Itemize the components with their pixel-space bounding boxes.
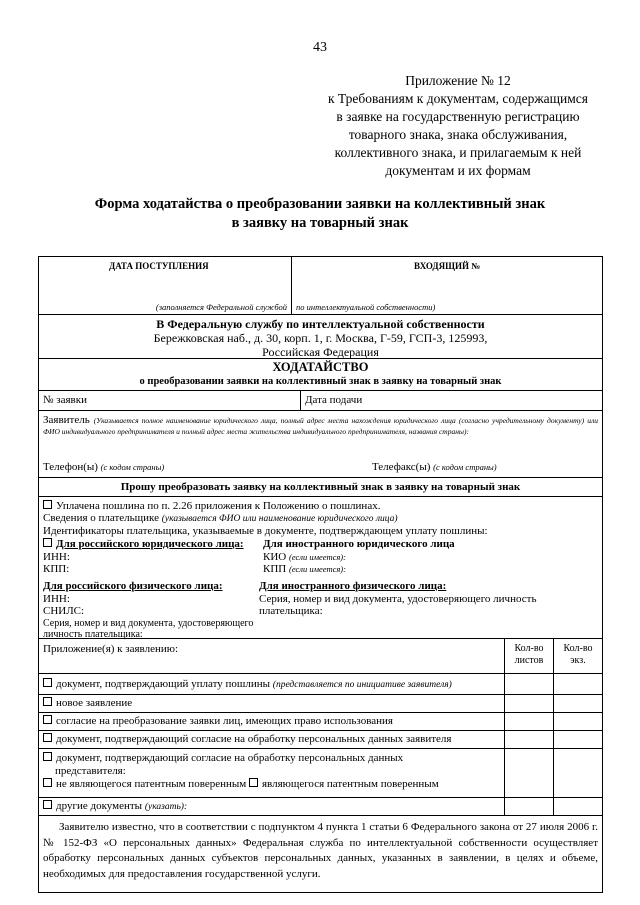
attachment-row [39,674,602,695]
attachment-row [39,731,602,749]
receipt-date-cell[interactable] [39,257,292,314]
col-sheets-l2: листов [514,655,544,666]
incoming-number-cell[interactable] [292,257,602,314]
copies-cell[interactable] [553,798,602,815]
kio-hint: (если имеется): [288,551,346,562]
fee-paid-text: Уплачена пошлина по п. 2.26 приложения к Положению о пошлинах. [56,500,381,512]
incoming-number-label: ВХОДЯЩИЙ № [414,261,481,271]
new-app-label: новое заявление [56,697,133,709]
payer-identifiers-label: Идентификаторы плательщика, указываемые в документе, подтверждающем уплату пошлины: [43,525,488,537]
document-title [40,195,600,233]
pd-rep-line1: документ, подтверждающий согласие на обработку персональных данных [56,752,404,764]
fee-doc-hint: (представляется по инициативе заявителя) [272,680,452,690]
appendix-header [296,72,620,180]
attachments-header-label: Приложение(я) к заявлению: [43,643,179,655]
sheets-cell[interactable] [504,713,553,730]
foreign-legal-entity [263,538,455,576]
col-sheets-header [504,639,553,673]
foreign-id-line[interactable]: Серия, номер и вид документа, удостоверяющего личность [259,592,537,605]
consent-label: согласие на преобразование заявки лиц, имеющих право использования [56,715,393,727]
id-doc-field[interactable] [43,618,253,641]
other-docs-checkbox[interactable] [43,800,52,809]
other-docs-label: другие документы [56,800,143,812]
sheets-cell[interactable] [504,731,553,748]
col-copies-l2: экз. [570,655,586,666]
fee-paid-checkbox[interactable] [43,500,52,509]
attorney-label: являющегося патентным поверенным [261,778,439,790]
title-line: в заявку на товарный знак [231,215,409,231]
sheets-cell[interactable] [504,674,553,694]
phone-field[interactable] [43,461,164,473]
not-attorney-label: не являющегося патентным поверенным [56,778,247,790]
appendix-line: товарного знака, знака обслуживания, [348,127,568,142]
copies-cell[interactable] [553,749,602,797]
ru-legal-entity [43,538,244,576]
id-doc-line: личность плательщика: [43,629,143,640]
sheets-cell[interactable] [504,695,553,712]
col-copies-header [553,639,602,673]
kpp2-hint: (если имеется): [288,564,346,574]
receipt-header [39,257,602,315]
kpp2-label: КПП [263,563,287,575]
copies-cell[interactable] [553,713,602,730]
petition-form [38,256,603,893]
new-app-checkbox[interactable] [43,697,52,706]
col-copies-l1: Кол-во [563,643,593,654]
attachment-row [39,798,602,816]
col-sheets-l1: Кол-во [514,643,544,654]
addressee-address: Бережковская наб., д. 30, корп. 1, г. Москва, Г-59, ГСП-3, 125993, [153,331,488,345]
ru-legal-checkbox[interactable] [43,538,52,547]
sheets-cell[interactable] [504,798,553,815]
attachment-row [39,749,602,798]
foreign-person-label: Для иностранного физического лица: [259,580,447,592]
appendix-line: коллективного знака, и прилагаемым к ней [334,145,582,160]
fax-hint: (с кодом страны) [433,462,497,472]
fee-block [39,497,602,639]
phone-label: Телефон(ы) [43,461,98,473]
application-row [39,391,602,411]
foreign-individual [259,580,536,618]
inn-field[interactable]: ИНН: [43,550,70,563]
applicant-block[interactable] [39,411,602,478]
ru-legal-label: Для российского юридического лица: [56,538,244,550]
applicant-label: Заявитель [43,414,90,426]
page-number: 43 [313,40,327,55]
pd-rep-checkbox[interactable] [43,752,52,761]
attachment-row [39,695,602,713]
filing-date-label: Дата подачи [305,394,363,406]
application-number-field[interactable] [39,391,301,410]
fax-field[interactable] [372,461,497,473]
addressee-country: Российская Федерация [262,345,379,359]
consent-checkbox[interactable] [43,715,52,724]
request-line: Прошу преобразовать заявку на коллективный знак в заявку на товарный знак [39,478,602,497]
attorney-checkbox[interactable] [249,778,258,787]
phone-hint: (с кодом страны) [100,462,165,472]
filing-date-field[interactable] [301,391,602,410]
petition-subtitle: о преобразовании заявки на коллективный знак в заявку на товарный знак [139,376,502,387]
pd-applicant-checkbox[interactable] [43,733,52,742]
filled-by-left: (заполняется Федеральной службой [155,302,287,312]
fee-doc-checkbox[interactable] [43,678,52,687]
appendix-line: к Требованиям к документам, содержащимся [327,91,589,106]
pd-applicant-label: документ, подтверждающий согласие на обработку персональных данных заявителя [56,733,452,745]
receipt-date-label: ДАТА ПОСТУПЛЕНИЯ [109,261,209,271]
inn2-field[interactable]: ИНН: [43,592,70,605]
petition-title-block [39,359,602,391]
kpp2-field[interactable] [263,563,455,576]
personal-data-notice: Заявителю известно, что в соответствии с подпунктом 4 пункта 1 статьи 6 Федерального закона от 27 июля 2006 г. № 152-ФЗ «О персональных данных» Федеральная служба по интеллектуальной собственности осуществляет обработку персональных данных субъектов персональных данных, указанных в заявлении, в целях и объеме, необходимых для предоставления государственной услуги. [43,821,598,880]
sheets-cell[interactable] [504,749,553,797]
foreign-legal-label: Для иностранного юридического лица [263,538,455,550]
ru-person-label: Для российского физического лица: [43,580,223,592]
id-doc-line: Серия, номер и вид документа, удостоверяющего [43,617,254,629]
addressee-name: В Федеральную службу по интеллектуальной собственности [156,317,485,331]
application-number-label: № заявки [43,394,87,406]
attachments-header [39,639,602,674]
title-line: Форма ходатайства о преобразовании заявки на коллективный знак [94,196,546,212]
other-docs-hint: (указать): [144,802,188,812]
appendix-line: в заявке на государственную регистрацию [336,109,580,124]
fee-doc-label: документ, подтверждающий уплату пошлины [56,678,271,690]
copies-cell[interactable] [553,674,602,694]
not-attorney-checkbox[interactable] [43,778,52,787]
payer-info-hint: (указывается ФИО или наименование юридического лица) [161,514,398,524]
ru-individual [43,580,253,641]
filled-by-right: по интеллектуальной собственности) [296,302,436,312]
attachment-row [39,713,602,731]
payer-info-label: Сведения о плательщике [43,512,159,524]
appendix-line: документам и их формам [385,163,531,178]
kpp-field[interactable]: КПП: [43,563,70,575]
snils-field[interactable]: СНИЛС: [43,605,85,617]
appendix-line: Приложение № 12 [405,73,511,88]
copies-cell[interactable] [553,695,602,712]
kio-label: КИО [263,550,287,563]
pd-rep-line2: представителя: [55,765,126,777]
petition-title: ХОДАТАЙСТВО [272,360,369,374]
addressee-block [39,315,602,359]
applicant-hint: (Указывается полное наименование юридического лица, полный адрес места нахождения юридического лица (согласно учредительному документу) или ФИО индивидуального предпринимателя и полный адрес места жительства индивидуального предпринимателя, названия страны): [43,416,598,436]
foreign-id-line[interactable]: плательщика: [259,605,323,617]
kio-field[interactable] [263,551,455,564]
fax-label: Телефакс(ы) [372,461,431,473]
copies-cell[interactable] [553,731,602,748]
